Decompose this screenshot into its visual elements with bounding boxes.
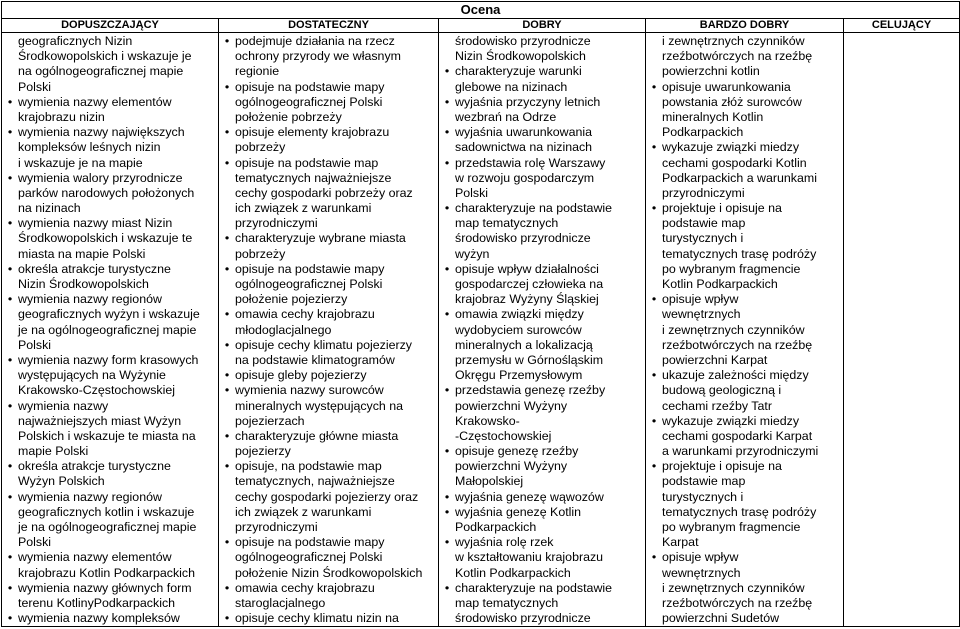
item-continuation: a warunkami przyrodniczymi xyxy=(662,444,819,459)
item-continuation: cechami gospodarki Kotlin xyxy=(662,155,807,170)
item-continuation: miasta na mapie Polski xyxy=(18,246,146,261)
item-continuation: mineralnych a lokalizacją xyxy=(455,337,593,352)
item-continuation: powierzchni Wyżyny xyxy=(455,459,568,474)
grade-header: DOBRY xyxy=(439,19,646,33)
grade-header: BARDZO DOBRY xyxy=(646,19,844,33)
bullet-item: • omawia związki między xyxy=(439,307,645,322)
bullet-item: • wymienia nazwy głównych form xyxy=(2,581,218,596)
item-continuation: ogólnogeograficznej Polski xyxy=(235,94,383,109)
item-continuation: w kształtowaniu krajobrazu xyxy=(455,550,604,565)
item-continuation: przyrodniczymi xyxy=(235,520,318,534)
item-continuation: Polski xyxy=(455,185,489,200)
item-continuation: mapie Polski xyxy=(18,444,89,459)
bullet-item: • opisuje na podstawie mapy xyxy=(219,80,438,95)
bullet-item: • wyjaśnia uwarunkowania xyxy=(439,125,645,140)
item-continuation: ochrony przyrody we własnym xyxy=(235,49,401,64)
item-continuation: krajobraz Wyżyny Śląskiej xyxy=(455,292,599,307)
item-continuation: budową geologiczną i xyxy=(662,383,782,398)
column-dopuszczajacy xyxy=(2,33,219,627)
item-continuation: geograficznych kotlin i wskazuje xyxy=(18,504,195,519)
bullet-item: • wyjaśnia rolę rzek xyxy=(439,535,645,550)
item-continuation: geograficznych wyżyn i wskazuje xyxy=(18,307,200,322)
item-continuation: map tematycznych xyxy=(455,595,559,610)
item-continuation: turystycznych i xyxy=(662,489,744,504)
item-continuation: Środkowopolskich i wskazuje te xyxy=(18,231,193,246)
item-continuation: po wybranym fragmencie xyxy=(662,520,801,534)
item-continuation: Karpat xyxy=(662,535,699,550)
item-continuation: tematycznych, najważniejsze xyxy=(235,474,395,489)
item-continuation: Podkarpackich a warunkami xyxy=(662,170,817,185)
item-continuation: środowisko przyrodnicze xyxy=(455,34,591,48)
bullet-item: • projektuje i opisuje na xyxy=(646,201,843,216)
item-continuation: rzeźbotwórczych na rzeźbę xyxy=(662,49,813,64)
item-continuation: podstawie map xyxy=(662,216,746,231)
item-continuation: wezbrań na Odrze xyxy=(455,109,557,124)
bullet-item: • przedstawia genezę rzeźby xyxy=(439,383,645,398)
item-continuation: i zewnętrznych czynników xyxy=(662,34,805,48)
item-continuation: pobrzeży xyxy=(235,246,286,261)
bullet-item: • przedstawia rolę Warszawy xyxy=(439,156,645,171)
item-continuation: Okręgu Przemysłowym xyxy=(455,368,583,383)
item-continuation: i wskazuje je na mapie xyxy=(18,155,143,170)
column-celujacy xyxy=(844,33,960,627)
item-continuation: środowisko przyrodnicze xyxy=(455,231,591,246)
grading-table xyxy=(1,1,960,627)
grade-header-row xyxy=(2,19,960,33)
item-continuation: Polski xyxy=(18,337,52,352)
item-continuation: podstawie map xyxy=(662,474,746,489)
column-dobry xyxy=(439,33,646,627)
item-continuation: geograficznych Nizin xyxy=(18,34,133,48)
item-continuation: Podkarpackich xyxy=(662,125,744,140)
item-continuation: ich związek z warunkami xyxy=(235,201,372,216)
bullet-item: • wymienia nazwy kompleksów xyxy=(2,611,218,626)
item-continuation: Środkowopolskich i wskazuje je xyxy=(18,49,192,64)
item-continuation: kompleksów leśnych nizin xyxy=(18,140,161,155)
item-continuation: cechami gospodarki Karpat xyxy=(662,428,813,443)
title-row xyxy=(2,2,960,19)
item-continuation: na ogólnogeograficznej mapie xyxy=(18,64,184,79)
item-continuation: map tematycznych xyxy=(455,216,559,231)
item-continuation: występujących na Wyżynie xyxy=(18,368,166,383)
bullet-item: • opisuje na podstawie mapy xyxy=(219,535,438,550)
item-continuation: powierzchni Wyżyny xyxy=(455,398,568,413)
bullet-item: • wykazuje związki miedzy xyxy=(646,140,843,155)
bullet-item: • wymienia nazwy regionów xyxy=(2,292,218,307)
bullet-item: • opisuje cechy klimatu nizin na xyxy=(219,611,438,626)
column-dostateczny xyxy=(219,33,439,627)
item-continuation: położenie pobrzeży xyxy=(235,109,342,124)
item-continuation: i zewnętrznych czynników xyxy=(662,322,805,337)
item-continuation: położenie Nizin Środkowopolskich xyxy=(235,565,423,580)
grade-header: DOPUSZCZAJĄCY xyxy=(2,19,219,33)
item-continuation: i zewnętrznych czynników xyxy=(662,580,805,595)
bullet-item: • określa atrakcje turystyczne xyxy=(2,459,218,474)
item-continuation: Nizin Środkowopolskich xyxy=(18,277,149,291)
item-continuation: w rozwoju gospodarczym xyxy=(455,170,595,185)
item-continuation: po wybranym fragmencie xyxy=(662,261,801,276)
item-continuation: położenie pojezierzy xyxy=(235,292,348,307)
item-continuation: Małopolskiej xyxy=(455,474,524,489)
item-continuation: -Częstochowskiej xyxy=(455,428,552,443)
bullet-item: • opisuje wpływ działalności xyxy=(439,262,645,277)
item-continuation: pojezierzy xyxy=(235,444,291,459)
item-continuation: na nizinach xyxy=(18,201,81,216)
item-continuation: sadownictwa na nizinach xyxy=(455,140,593,155)
grade-header: DOSTATECZNY xyxy=(219,19,439,33)
bullet-item: • wymienia nazwy surowców xyxy=(219,383,438,398)
item-continuation: Podkarpackich xyxy=(455,520,537,534)
bullet-item: • charakteryzuje na podstawie xyxy=(439,581,645,596)
bullet-item: • opisuje wpływ xyxy=(646,550,843,565)
bullet-item: • opisuje na podstawie map xyxy=(219,156,438,171)
bullet-item: • projektuje i opisuje na xyxy=(646,459,843,474)
bullet-item: • opisuje, na podstawie map xyxy=(219,459,438,474)
item-continuation: parków narodowych położonych xyxy=(18,185,195,200)
item-continuation: powierzchni Karpat xyxy=(662,352,768,367)
bullet-item: • opisuje wpływ xyxy=(646,292,843,307)
item-continuation: glebowe na nizinach xyxy=(455,79,568,94)
column-bardzo-dobry xyxy=(646,33,844,627)
bullet-item: • określa atrakcje turystyczne xyxy=(2,262,218,277)
item-continuation: tematycznych trasę podróży xyxy=(662,246,817,261)
item-continuation: ogólnogeograficznej Polski xyxy=(235,277,383,291)
bullet-item: • wymienia nazwy największych xyxy=(2,125,218,140)
bullet-item: • wymienia walory przyrodnicze xyxy=(2,171,218,186)
item-continuation: najważniejszych miast Wyżyn xyxy=(18,413,182,428)
bullet-item: • wyjaśnia genezę Kotlin xyxy=(439,505,645,520)
item-continuation: cechy gospodarki pobrzeży oraz xyxy=(235,185,413,200)
item-continuation: pobrzeży xyxy=(235,140,286,155)
item-continuation: przyrodniczymi xyxy=(235,216,318,231)
bullet-item: • charakteryzuje wybrane miasta xyxy=(219,231,438,246)
item-continuation: Kotlin Podkarpackich xyxy=(662,277,778,291)
bullet-item: • omawia cechy krajobrazu xyxy=(219,307,438,322)
item-continuation: krajobrazu Kotlin Podkarpackich xyxy=(18,565,196,580)
item-continuation: je na ogólnogeograficznej mapie xyxy=(18,520,197,534)
item-continuation: terenu KotlinyPodkarpackich xyxy=(18,595,176,610)
bullet-item: • opisuje na podstawie mapy xyxy=(219,262,438,277)
item-continuation: Krakowsko- xyxy=(455,413,520,428)
item-continuation: ich związek z warunkami xyxy=(235,504,372,519)
item-continuation: staroglacjalnego xyxy=(235,595,326,610)
item-continuation: wewnętrznych xyxy=(662,565,741,580)
item-continuation: wewnętrznych xyxy=(662,307,741,322)
bullet-item: • wymienia nazwy miast Nizin xyxy=(2,216,218,231)
item-continuation: pojezierzach xyxy=(235,413,305,428)
item-continuation: turystycznych i xyxy=(662,231,744,246)
bullet-item: • opisuje elementy krajobrazu xyxy=(219,125,438,140)
item-continuation: Krakowsko-Częstochowskiej xyxy=(18,383,176,398)
item-continuation: mineralnych Kotlin xyxy=(662,109,764,124)
item-continuation: Polski xyxy=(18,79,52,94)
requirements-row xyxy=(2,33,960,627)
item-continuation: tematycznych najważniejsze xyxy=(235,170,392,185)
item-continuation: wyżyn xyxy=(455,246,490,261)
item-continuation: krajobrazu nizin xyxy=(18,109,105,124)
item-continuation: wydobyciem surowców xyxy=(455,322,582,337)
item-continuation: rzeźbotwórczych na rzeźbę xyxy=(662,337,813,352)
bullet-item: • charakteryzuje warunki xyxy=(439,64,645,79)
bullet-item: • charakteryzuje na podstawie xyxy=(439,201,645,216)
item-continuation: przyrodniczymi xyxy=(662,185,745,200)
table-title: Ocena xyxy=(2,2,960,19)
bullet-item: • opisuje cechy klimatu pojezierzy xyxy=(219,338,438,353)
item-continuation: na podstawie klimatogramów xyxy=(235,352,395,367)
bullet-item: • wymienia nazwy form krasowych xyxy=(2,353,218,368)
item-continuation: młodoglacjalnego xyxy=(235,322,332,337)
item-continuation: je na ogólnogeograficznej mapie xyxy=(18,322,197,337)
item-continuation: powierzchni kotlin xyxy=(662,64,760,79)
bullet-item: • wykazuje związki miedzy xyxy=(646,414,843,429)
item-continuation: rzeźbotwórczych na rzeźbę xyxy=(662,595,813,610)
bullet-item: • wymienia nazwy elementów xyxy=(2,95,218,110)
bullet-item: • podejmuje działania na rzecz xyxy=(219,34,438,49)
item-continuation: ogólnogeograficznej Polski xyxy=(235,550,383,565)
item-continuation: Nizin Środkowopolskich xyxy=(455,49,586,64)
bullet-item: • wyjaśnia genezę wąwozów xyxy=(439,490,645,505)
item-continuation: Kotlin Podkarpackich xyxy=(455,565,571,580)
grade-header: CELUJĄCY xyxy=(844,19,960,33)
bullet-item: • omawia cechy krajobrazu xyxy=(219,581,438,596)
bullet-item: • wyjaśnia przyczyny letnich xyxy=(439,95,645,110)
item-continuation: środowisko przyrodnicze xyxy=(455,611,591,626)
item-continuation: mineralnych występujących na xyxy=(235,398,404,413)
bullet-item: • wymienia nazwy regionów xyxy=(2,490,218,505)
item-continuation: powierzchni Sudetów xyxy=(662,611,780,626)
bullet-item: • opisuje gleby pojezierzy xyxy=(219,368,438,383)
item-continuation: przemysłu w Górnośląskim xyxy=(455,352,604,367)
item-continuation: regionie xyxy=(235,64,280,79)
item-continuation: Polskich i wskazuje te miasta na xyxy=(18,428,196,443)
item-continuation: Wyżyn Polskich xyxy=(18,474,105,489)
bullet-item: • opisuje uwarunkowania xyxy=(646,80,843,95)
item-continuation: cechy gospodarki pojezierzy oraz xyxy=(235,489,419,504)
bullet-item: • wymienia nazwy xyxy=(2,399,218,414)
bullet-item: • ukazuje zależności między xyxy=(646,368,843,383)
item-continuation: powstania złóż surowców xyxy=(662,94,802,109)
item-continuation: Polski xyxy=(18,535,52,550)
item-continuation: cechami rzeźby Tatr xyxy=(662,398,772,413)
item-continuation: gospodarczej człowieka na xyxy=(455,277,604,291)
bullet-item: • wymienia nazwy elementów xyxy=(2,550,218,565)
item-continuation: tematycznych trasę podróży xyxy=(662,504,817,519)
bullet-item: • charakteryzuje główne miasta xyxy=(219,429,438,444)
bullet-item: • opisuje genezę rzeźby xyxy=(439,444,645,459)
